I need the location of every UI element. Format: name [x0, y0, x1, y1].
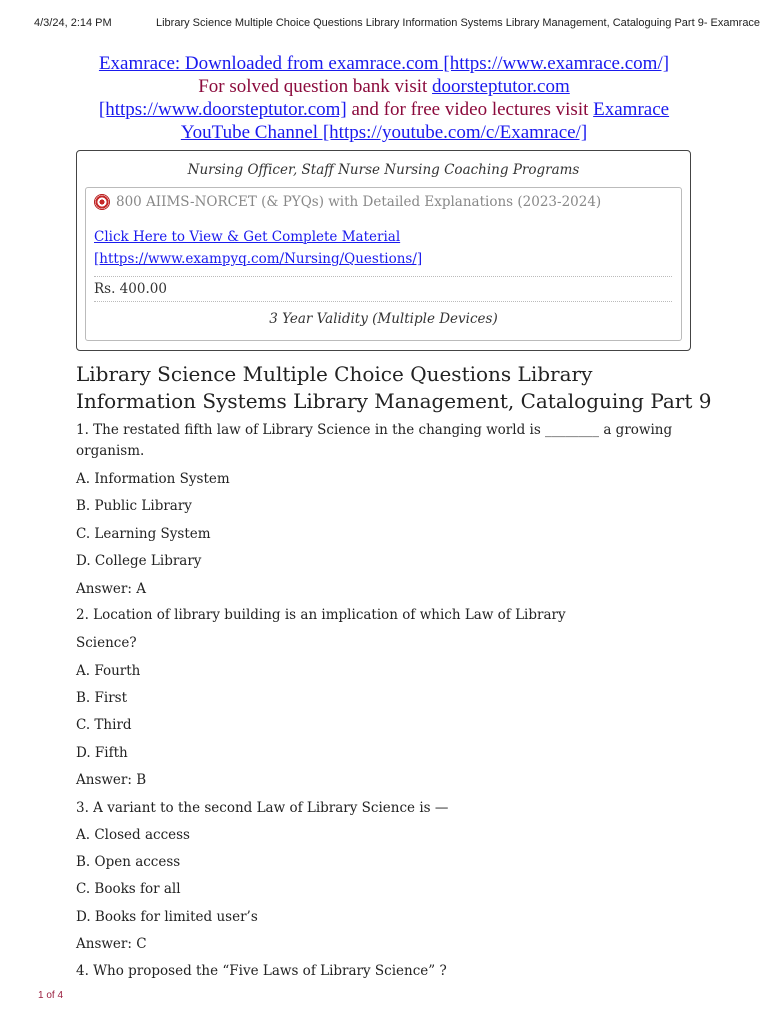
promo-product-label: 800 AIIMS-NORCET (& PYQs) with Detailed Explanations (2023-2024) [116, 194, 602, 210]
examrace-link[interactable]: Examrace: Downloaded from examrace.com [https://www.examrace.com/] [98, 53, 670, 74]
doorsteptutor-link[interactable]: doorsteptutor.com [432, 76, 570, 97]
page-title-line1: Library Science Multiple Choice Questions Library [76, 362, 593, 386]
promo-validity: 3 Year Validity (Multiple Devices) [269, 311, 498, 327]
print-page-title: Library Science Multiple Choice Questions Library Information Systems Library Management, Cataloguing Part 9- Examrace [156, 17, 761, 29]
divider [94, 301, 672, 302]
print-date: 4/3/24, 2:14 PM [34, 17, 112, 29]
question-1-option-a: A. Information System [76, 471, 230, 487]
page-title-line2: Information Systems Library Management, Cataloguing Part 9 [76, 389, 712, 413]
question-2-option-c: C. Third [76, 717, 132, 733]
question-1-option-d: D. College Library [76, 553, 202, 569]
print-header [0, 0, 768, 38]
target-icon [94, 194, 110, 210]
question-2-answer: Answer: B [76, 772, 147, 788]
promo-price: Rs. 400.00 [94, 281, 167, 297]
promo-product [94, 194, 601, 210]
youtube-channel-link[interactable]: YouTube Channel [https://youtube.com/c/Examrace/] [180, 122, 588, 143]
question-1-option-b: B. Public Library [76, 498, 192, 514]
banner-text-solved: For solved question bank visit [198, 76, 433, 97]
promo-box [76, 150, 691, 351]
examrace-banner [40, 52, 728, 144]
question-3-option-a: A. Closed access [76, 827, 190, 843]
question-2-line1: 2. Location of library building is an implication of which Law of Library [76, 607, 566, 623]
doorsteptutor-url-link[interactable]: [https://www.doorsteptutor.com] [98, 99, 347, 120]
question-2-line2: Science? [76, 635, 137, 651]
question-1-option-c: C. Learning System [76, 526, 211, 542]
promo-heading: Nursing Officer, Staff Nurse Nursing Coaching Programs [187, 162, 580, 178]
question-3-option-c: C. Books for all [76, 881, 181, 897]
question-3-option-b: B. Open access [76, 854, 181, 870]
question-3-answer: Answer: C [76, 936, 147, 952]
page-title [76, 361, 716, 415]
page-counter: 1 of 4 [38, 990, 64, 1001]
promo-product-card [85, 187, 682, 341]
view-material-link-url[interactable]: [https://www.exampyq.com/Nursing/Questions/] [94, 251, 423, 267]
question-3-option-d: D. Books for limited user’s [76, 909, 258, 925]
question-3-line1: 3. A variant to the second Law of Library Science is — [76, 800, 449, 816]
banner-text-video: and for free video lectures visit [346, 99, 594, 120]
question-2-option-d: D. Fifth [76, 745, 128, 761]
view-material-link[interactable] [94, 226, 422, 270]
question-1-answer: Answer: A [76, 581, 146, 597]
question-2-option-b: B. First [76, 690, 127, 706]
view-material-link-text[interactable]: Click Here to View & Get Complete Material [94, 229, 401, 245]
examrace-youtube-link-start[interactable]: Examrace [593, 99, 670, 120]
question-4-line1: 4. Who proposed the “Five Laws of Library Science” ? [76, 963, 447, 979]
question-1-line2: organism. [76, 443, 145, 459]
question-1-line1: 1. The restated fifth law of Library Science in the changing world is ________ a growing [76, 422, 673, 438]
question-1-text [76, 420, 676, 462]
question-2-option-a: A. Fourth [76, 663, 141, 679]
divider [94, 276, 672, 277]
